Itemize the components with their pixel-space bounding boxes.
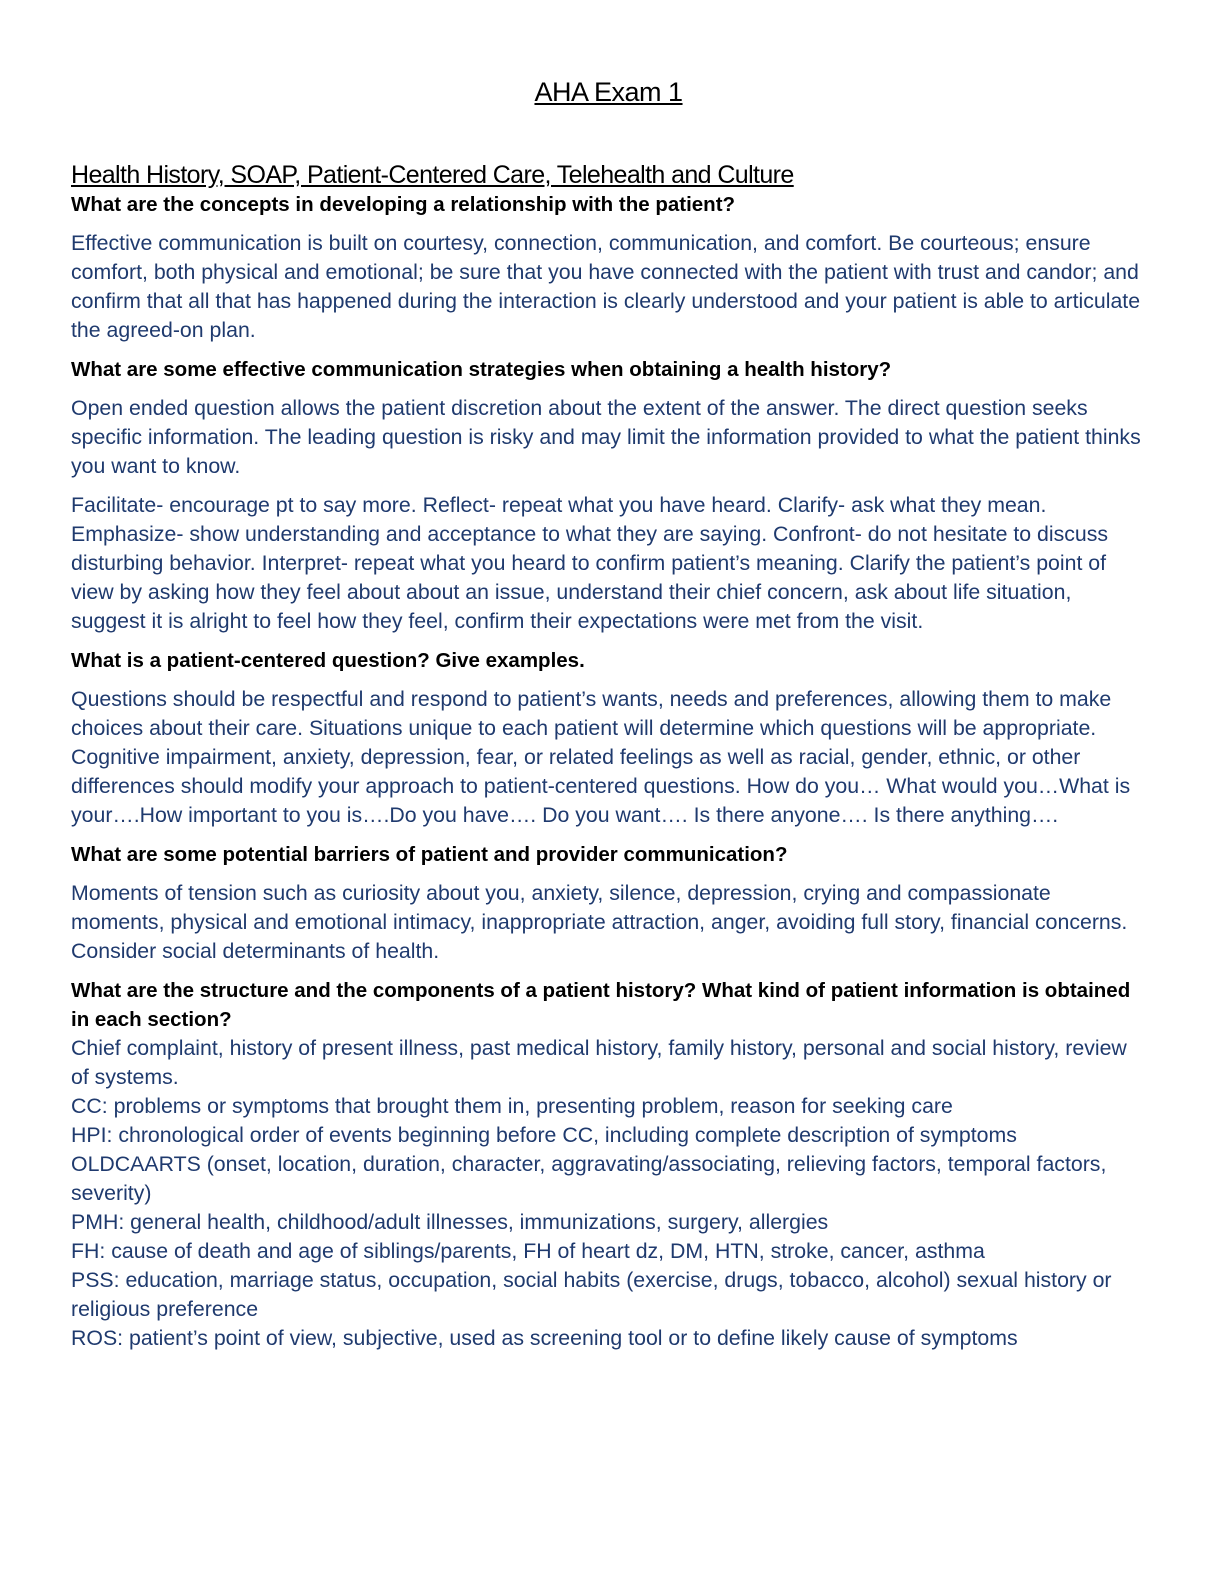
document-page xyxy=(71,72,1146,1353)
question-1: What are the concepts in developing a relationship with the patient? xyxy=(71,193,736,216)
question-2: What are some effective communication strategies when obtaining a health history? xyxy=(71,358,892,381)
answer-1: Effective communication is built on courtesy, connection, communication, and comfort. Be courteous; ensure comfort, both physical and emotional; be sure that you have connected with the patient with trust and candor; and confirm that all that has happened during the interaction is clearly understood and your patient is able to articulate the agreed-on plan. xyxy=(71,231,1141,342)
fh-line: FH: cause of death and age of siblings/parents, FH of heart dz, DM, HTN, stroke, cancer, asthma xyxy=(71,1239,985,1263)
answer-3: Questions should be respectful and respond to patient’s wants, needs and preferences, allowing them to make choices about their care. Situations unique to each patient will determine which questions will be appropriate. Cognitive impairment, anxiety, depression, fear, or related feelings as well as racial, gender, ethnic, or other differences should modify your approach to patient-centered questions. How do you… What would you…What is your….How important to you is….Do you have…. Do you want…. Is there anyone…. Is there anything…. xyxy=(71,687,1131,827)
ros-line: ROS: patient’s point of view, subjective, used as screening tool or to define likely cause of symptoms xyxy=(71,1326,1018,1350)
history-components-line: Chief complaint, history of present illness, past medical history, family history, personal and social history, review of systems. xyxy=(71,1036,1127,1089)
pmh-line: PMH: general health, childhood/adult illnesses, immunizations, surgery, allergies xyxy=(71,1210,829,1234)
document-title: AHA Exam 1 xyxy=(534,77,683,107)
answer-4: Moments of tension such as curiosity about you, anxiety, silence, depression, crying and compassionate moments, physical and emotional intimacy, inappropriate attraction, anger, avoiding full story, financial concerns. Consider social determinants of health. xyxy=(71,881,1128,963)
question-5: What are the structure and the components of a patient history? What kind of patient information is obtained in each section? xyxy=(71,979,1131,1031)
pss-line: PSS: education, marriage status, occupation, social habits (exercise, drugs, tobacco, alcohol) sexual history or religious preference xyxy=(71,1268,1112,1321)
section-heading: Health History, SOAP, Patient-Centered Care, Telehealth and Culture xyxy=(71,161,794,189)
question-3: What is a patient-centered question? Give examples. xyxy=(71,649,585,672)
hpi-line: HPI: chronological order of events beginning before CC, including complete description of symptoms OLDCAARTS (onset, location, duration, character, aggravating/associating, relieving factors, temporal factors, severity) xyxy=(71,1123,1107,1205)
answer-2b: Facilitate- encourage pt to say more. Reflect- repeat what you have heard. Clarify- ask what they mean. Emphasize- show understanding and acceptance to what they are saying. Confront- do not hesitate to discuss disturbing behavior. Interpret- repeat what you heard to confirm patient’s meaning. Clarify the patient’s point of view by asking how they feel about about an issue, understand their chief concern, ask about life situation, suggest it is alright to feel how they feel, confirm their expectations were met from the visit. xyxy=(71,493,1109,633)
question-4: What are some potential barriers of patient and provider communication? xyxy=(71,843,788,866)
answer-2a: Open ended question allows the patient discretion about the extent of the answer. The direct question seeks specific information. The leading question is risky and may limit the information provided to what the patient thinks you want to know. xyxy=(71,396,1141,478)
answer-5 xyxy=(71,1034,1146,1353)
cc-line: CC: problems or symptoms that brought them in, presenting problem, reason for seeking care xyxy=(71,1094,953,1118)
